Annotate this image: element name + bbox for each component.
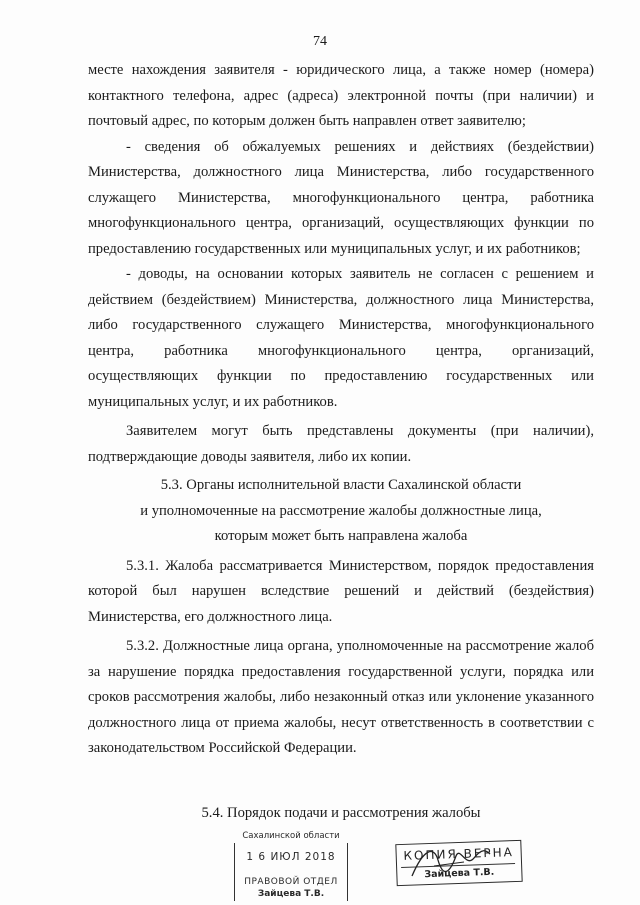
- section-heading-5-4: 5.4. Порядок подачи и рассмотрения жалобы: [201, 805, 481, 821]
- heading-line: 5.3. Органы исполнительной власти Сахалинской области: [160, 477, 522, 493]
- stamp-name: Зайцева Т.В.: [424, 866, 495, 881]
- heading-line: которым может быть направлена жалоба: [214, 528, 468, 544]
- paragraph: месте нахождения заявителя - юридического лица, а также номер (номера) контактного телефона, адрес (адреса) электронной почты (при наличии) и почтовый адрес, по которым должен быть направлен ответ заявителю;: [88, 62, 594, 129]
- section-heading-5-3: [88, 473, 594, 550]
- stamp-copy-label: КОПИЯ ВЕРНА: [403, 845, 515, 863]
- stamp-date: 1 6 ИЮЛ 2018: [246, 851, 336, 863]
- paragraph: - сведения об обжалуемых решениях и действиях (бездействии) Министерства, должностного лица Министерства, либо государственного служащего Министерства, многофункционального центра, работника многофункционального центра, организаций, осуществляющих функции по предоставлению государственных или муниципальных услуг, и их работников;: [88, 138, 594, 257]
- stamp-org: Сахалинской области: [242, 831, 340, 841]
- paragraph: 5.3.2. Должностные лица органа, уполномоченные на рассмотрение жалоб за нарушение порядка предоставления государственной услуги, порядка или сроков рассмотрения жалобы, либо незаконный отказ или уклонение указанного должностного лица от приема жалобы, несут ответственность в соответствии с законодательством Российской Федерации.: [88, 638, 594, 756]
- page-number: 74: [313, 34, 327, 49]
- document-body: [88, 58, 594, 762]
- stamp-department: ПРАВОВОЙ ОТДЕЛ: [244, 877, 338, 887]
- stamp-name: Зайцева Т.В.: [257, 889, 325, 899]
- paragraph: - доводы, на основании которых заявитель не согласен с решением и действием (бездействием) Министерства, должностного лица Министерства, либо государственного служащего Министерства, многофункционального центра, работника многофункционального центра, организаций, осуществляющих функции по предоставлению государственных или муниципальных услуг, и их работников.: [88, 266, 594, 410]
- registration-stamp: [232, 815, 350, 905]
- paragraph: Заявителем могут быть представлены документы (при наличии), подтверждающие доводы заявителя, либо их копии.: [88, 423, 594, 465]
- certified-copy-stamp: [395, 840, 522, 886]
- paragraph: 5.3.1. Жалоба рассматривается Министерством, порядок предоставления которой был нарушен вследствие решений и действий (бездействия) Министерства, его должностного лица.: [88, 557, 594, 625]
- heading-line: и уполномоченные на рассмотрение жалобы должностные лица,: [140, 502, 542, 519]
